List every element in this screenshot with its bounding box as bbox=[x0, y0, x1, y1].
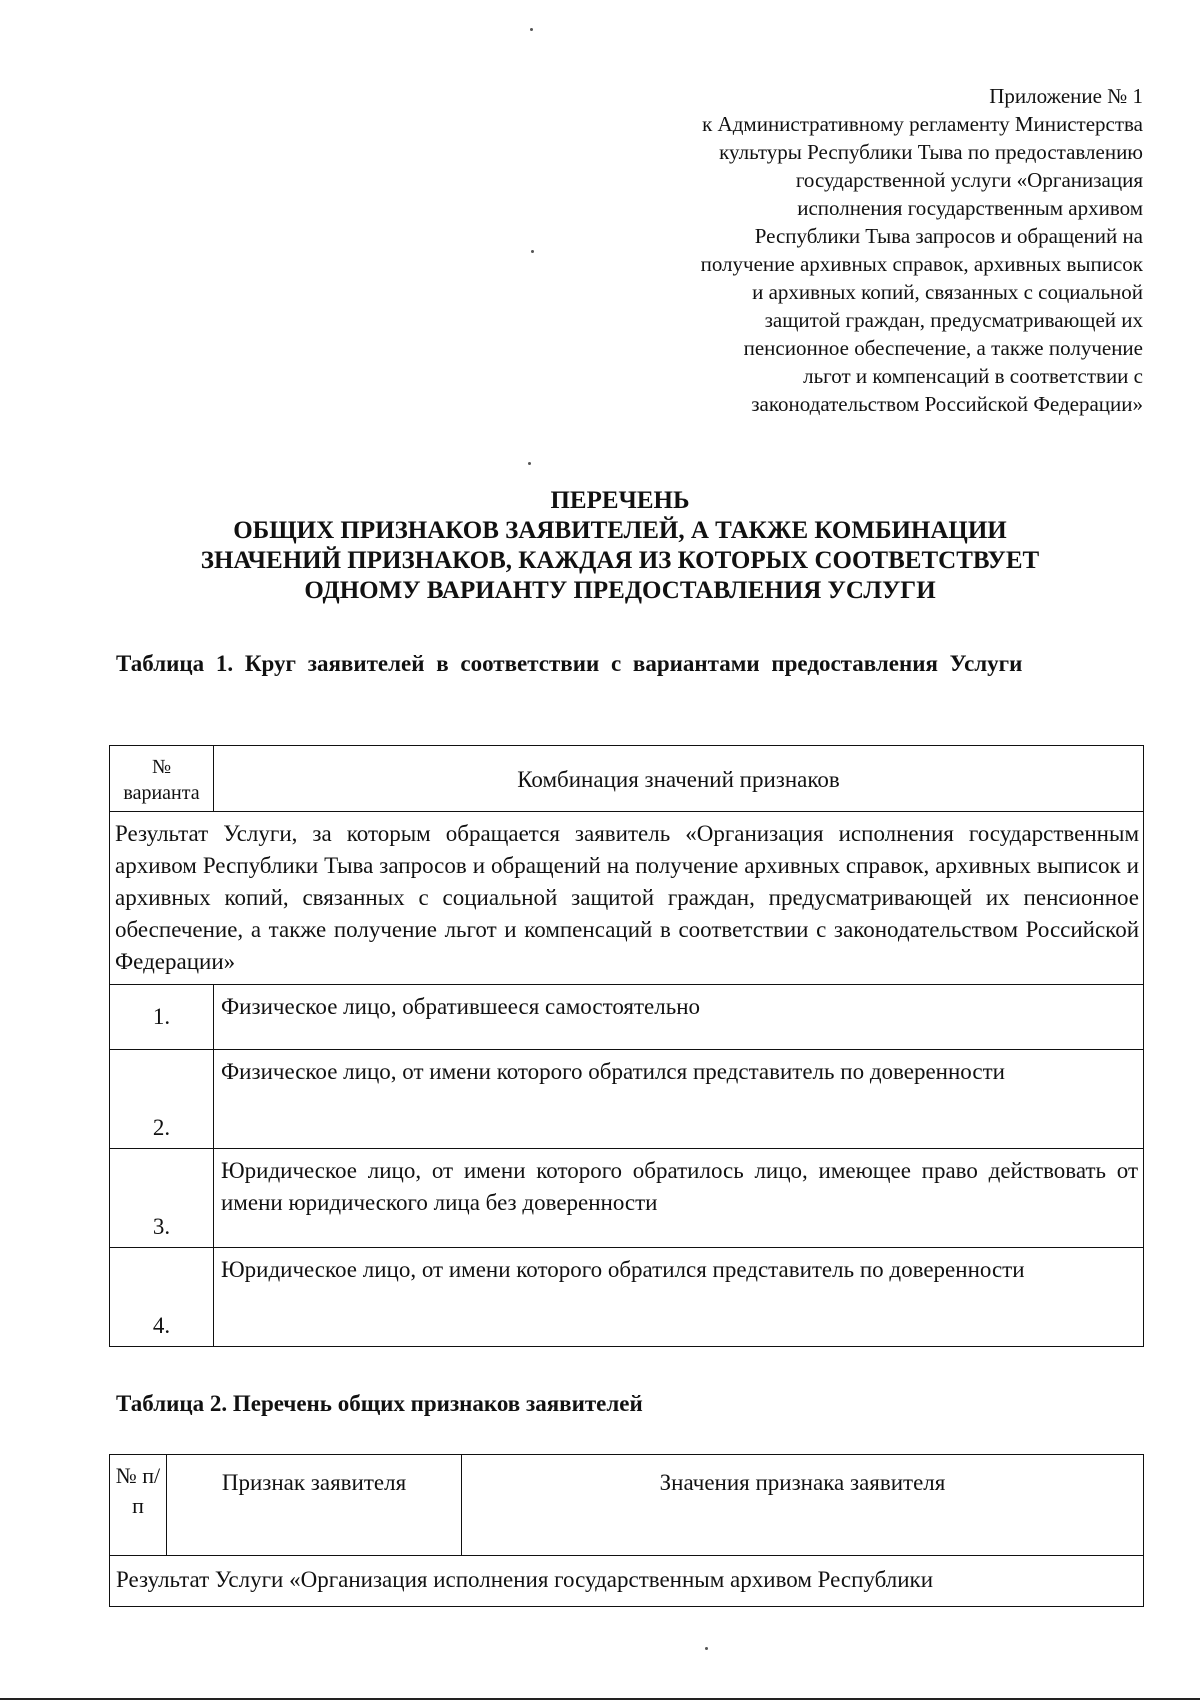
variant-combination: Физическое лицо, от имени которого обратился представитель по доверенности bbox=[214, 1050, 1144, 1149]
appendix-line: культуры Республики Тыва по предоставлению bbox=[719, 140, 1143, 164]
scan-speck bbox=[531, 250, 534, 253]
appendix-line: исполнения государственным архивом bbox=[797, 196, 1143, 220]
table-row bbox=[110, 1248, 1144, 1347]
appendix-line: Республики Тыва запросов и обращений на bbox=[754, 224, 1143, 248]
variant-combination: Физическое лицо, обратившееся самостоятельно bbox=[214, 985, 1144, 1050]
service-result-text: Результат Услуги «Организация исполнения государственным архивом Республики bbox=[110, 1556, 1144, 1607]
scan-speck bbox=[528, 462, 531, 465]
table-row bbox=[110, 1050, 1144, 1149]
variant-number: 3. bbox=[110, 1149, 214, 1248]
document-title bbox=[100, 486, 1140, 606]
header-variant-number: № варианта bbox=[110, 746, 214, 812]
appendix-line: Приложение № 1 bbox=[989, 84, 1143, 108]
table1-caption: Таблица 1. Круг заявителей в соответствии с вариантами предоставления Услуги bbox=[116, 651, 1023, 676]
appendix-line: льгот и компенсаций в соответствии с bbox=[803, 364, 1143, 388]
variant-number: 2. bbox=[110, 1050, 214, 1149]
applicants-variants-table bbox=[109, 745, 1144, 1347]
header-row-number: № п/п bbox=[110, 1455, 167, 1556]
table-row bbox=[110, 985, 1144, 1050]
appendix-note bbox=[583, 82, 1143, 418]
title-line: ОДНОМУ ВАРИАНТУ ПРЕДОСТАВЛЕНИЯ УСЛУГИ bbox=[304, 577, 936, 604]
table-header-row bbox=[110, 1455, 1144, 1556]
header-combination: Комбинация значений признаков bbox=[214, 746, 1144, 812]
header-feature-values: Значения признака заявителя bbox=[462, 1455, 1144, 1556]
table-row bbox=[110, 1149, 1144, 1248]
table-result-row bbox=[110, 812, 1144, 985]
applicant-features-table bbox=[109, 1454, 1144, 1607]
appendix-line: к Административному регламенту Министерства bbox=[702, 112, 1143, 136]
title-line: ОБЩИХ ПРИЗНАКОВ ЗАЯВИТЕЛЕЙ, А ТАКЖЕ КОМБИНАЦИИ bbox=[233, 517, 1007, 544]
scan-speck bbox=[705, 1647, 708, 1650]
service-result-text: Результат Услуги, за которым обращается заявитель «Организация исполнения государственным архивом Республики Тыва запросов и обращений на получение архивных справок, архивных выписок и архивных копий, связанных с социальной защитой граждан, предусматривающей их пенсионное обеспечение, а также получение льгот и компенсаций в соответствии с законодательством Российской Федерации» bbox=[110, 812, 1144, 985]
page-bottom-edge bbox=[0, 1698, 1200, 1700]
variant-combination: Юридическое лицо, от имени которого обратилось лицо, имеющее право действовать от имени юридического лица без доверенности bbox=[214, 1149, 1144, 1248]
scan-speck bbox=[530, 28, 533, 31]
appendix-line: защитой граждан, предусматривающей их bbox=[764, 308, 1143, 332]
variant-number: 4. bbox=[110, 1248, 214, 1347]
variant-number: 1. bbox=[110, 985, 214, 1050]
table-header-row bbox=[110, 746, 1144, 812]
appendix-line: пенсионное обеспечение, а также получение bbox=[743, 336, 1143, 360]
table2-caption: Таблица 2. Перечень общих признаков заявителей bbox=[116, 1391, 643, 1416]
appendix-line: и архивных копий, связанных с социальной bbox=[752, 280, 1143, 304]
title-line: ПЕРЕЧЕНЬ bbox=[550, 487, 690, 514]
header-feature: Признак заявителя bbox=[167, 1455, 462, 1556]
appendix-line: государственной услуги «Организация bbox=[795, 168, 1143, 192]
title-line: ЗНАЧЕНИЙ ПРИЗНАКОВ, КАЖДАЯ ИЗ КОТОРЫХ СООТВЕТСТВУЕТ bbox=[200, 547, 1040, 574]
appendix-line: законодательством Российской Федерации» bbox=[751, 392, 1143, 416]
table-result-row bbox=[110, 1556, 1144, 1607]
appendix-line: получение архивных справок, архивных выписок bbox=[700, 252, 1143, 276]
variant-combination: Юридическое лицо, от имени которого обратился представитель по доверенности bbox=[214, 1248, 1144, 1347]
